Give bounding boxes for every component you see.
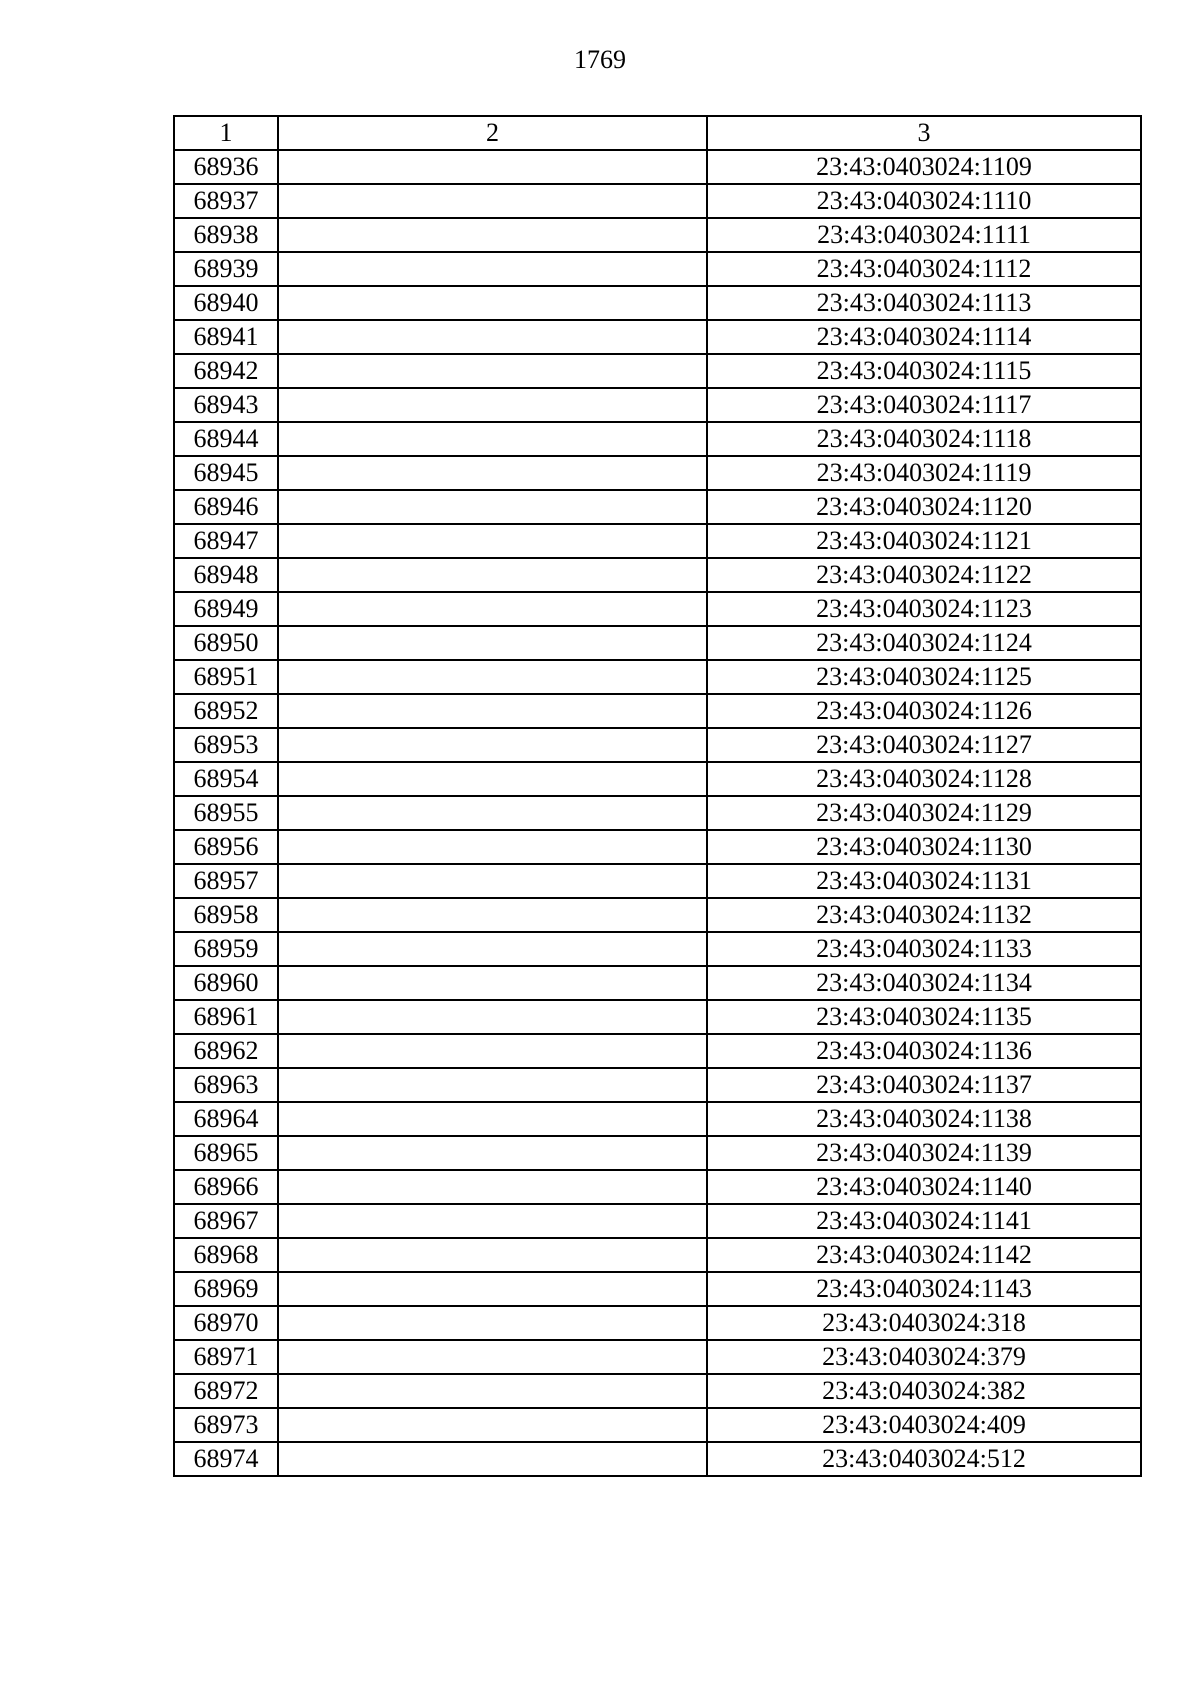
- cadastral-number-cell: 23:43:0403024:1123: [707, 592, 1141, 626]
- row-number-cell: 68967: [174, 1204, 278, 1238]
- row-number-cell: 68943: [174, 388, 278, 422]
- table-row: [174, 354, 1141, 388]
- row-number-cell: 68947: [174, 524, 278, 558]
- cadastral-number-cell: 23:43:0403024:409: [707, 1408, 1141, 1442]
- row-empty-cell: [278, 728, 707, 762]
- row-number-cell: 68948: [174, 558, 278, 592]
- row-empty-cell: [278, 660, 707, 694]
- table-row: [174, 286, 1141, 320]
- row-number-cell: 68973: [174, 1408, 278, 1442]
- row-empty-cell: [278, 830, 707, 864]
- row-number-cell: 68962: [174, 1034, 278, 1068]
- table-row: [174, 1068, 1141, 1102]
- table-row: [174, 1000, 1141, 1034]
- row-number-cell: 68968: [174, 1238, 278, 1272]
- row-number-cell: 68974: [174, 1442, 278, 1476]
- cadastral-number-cell: 23:43:0403024:318: [707, 1306, 1141, 1340]
- row-empty-cell: [278, 932, 707, 966]
- row-number-cell: 68945: [174, 456, 278, 490]
- row-number-cell: 68953: [174, 728, 278, 762]
- table-row: [174, 592, 1141, 626]
- row-number-cell: 68957: [174, 864, 278, 898]
- row-number-cell: 68955: [174, 796, 278, 830]
- row-empty-cell: [278, 252, 707, 286]
- row-number-cell: 68950: [174, 626, 278, 660]
- row-number-cell: 68966: [174, 1170, 278, 1204]
- cadastral-number-cell: 23:43:0403024:1109: [707, 150, 1141, 184]
- row-empty-cell: [278, 796, 707, 830]
- row-empty-cell: [278, 1204, 707, 1238]
- table-row: [174, 1442, 1141, 1476]
- table-row: [174, 456, 1141, 490]
- row-empty-cell: [278, 1068, 707, 1102]
- row-empty-cell: [278, 320, 707, 354]
- row-empty-cell: [278, 354, 707, 388]
- row-empty-cell: [278, 864, 707, 898]
- cadastral-number-cell: 23:43:0403024:1139: [707, 1136, 1141, 1170]
- table-row: [174, 524, 1141, 558]
- row-empty-cell: [278, 1374, 707, 1408]
- cadastral-number-cell: 23:43:0403024:1129: [707, 796, 1141, 830]
- table-header-row: [174, 116, 1141, 150]
- row-empty-cell: [278, 694, 707, 728]
- cadastral-number-cell: 23:43:0403024:1142: [707, 1238, 1141, 1272]
- row-empty-cell: [278, 524, 707, 558]
- row-empty-cell: [278, 388, 707, 422]
- cadastral-number-cell: 23:43:0403024:1136: [707, 1034, 1141, 1068]
- cadastral-number-cell: 23:43:0403024:1132: [707, 898, 1141, 932]
- cadastral-number-cell: 23:43:0403024:1143: [707, 1272, 1141, 1306]
- cadastral-number-cell: 23:43:0403024:1125: [707, 660, 1141, 694]
- table-row: [174, 218, 1141, 252]
- table-row: [174, 1306, 1141, 1340]
- table-row: [174, 1272, 1141, 1306]
- row-empty-cell: [278, 1170, 707, 1204]
- cadastral-number-cell: 23:43:0403024:1137: [707, 1068, 1141, 1102]
- row-number-cell: 68949: [174, 592, 278, 626]
- table-row: [174, 320, 1141, 354]
- cadastral-number-cell: 23:43:0403024:1135: [707, 1000, 1141, 1034]
- cadastral-number-cell: 23:43:0403024:1115: [707, 354, 1141, 388]
- row-number-cell: 68970: [174, 1306, 278, 1340]
- table-row: [174, 558, 1141, 592]
- table-row: [174, 864, 1141, 898]
- row-empty-cell: [278, 218, 707, 252]
- cadastral-number-cell: 23:43:0403024:1119: [707, 456, 1141, 490]
- table-body: [174, 150, 1141, 1476]
- row-number-cell: 68951: [174, 660, 278, 694]
- registry-table: [173, 115, 1142, 1477]
- row-number-cell: 68971: [174, 1340, 278, 1374]
- table-row: [174, 660, 1141, 694]
- row-empty-cell: [278, 1306, 707, 1340]
- row-empty-cell: [278, 1340, 707, 1374]
- row-number-cell: 68944: [174, 422, 278, 456]
- row-number-cell: 68937: [174, 184, 278, 218]
- table-row: [174, 150, 1141, 184]
- cadastral-number-cell: 23:43:0403024:1122: [707, 558, 1141, 592]
- row-empty-cell: [278, 490, 707, 524]
- table-row: [174, 898, 1141, 932]
- cadastral-number-cell: 23:43:0403024:1134: [707, 966, 1141, 1000]
- column-header-2: 2: [278, 116, 707, 150]
- row-empty-cell: [278, 1238, 707, 1272]
- table-row: [174, 1238, 1141, 1272]
- row-empty-cell: [278, 422, 707, 456]
- row-empty-cell: [278, 1408, 707, 1442]
- row-empty-cell: [278, 286, 707, 320]
- cadastral-number-cell: 23:43:0403024:512: [707, 1442, 1141, 1476]
- column-header-3: 3: [707, 116, 1141, 150]
- row-empty-cell: [278, 898, 707, 932]
- row-empty-cell: [278, 762, 707, 796]
- table-row: [174, 388, 1141, 422]
- row-number-cell: 68956: [174, 830, 278, 864]
- table-row: [174, 728, 1141, 762]
- cadastral-number-cell: 23:43:0403024:1131: [707, 864, 1141, 898]
- table-row: [174, 626, 1141, 660]
- column-header-1: 1: [174, 116, 278, 150]
- row-empty-cell: [278, 1272, 707, 1306]
- row-number-cell: 68964: [174, 1102, 278, 1136]
- row-number-cell: 68959: [174, 932, 278, 966]
- row-number-cell: 68963: [174, 1068, 278, 1102]
- row-empty-cell: [278, 1102, 707, 1136]
- cadastral-number-cell: 23:43:0403024:1114: [707, 320, 1141, 354]
- cadastral-number-cell: 23:43:0403024:1111: [707, 218, 1141, 252]
- cadastral-number-cell: 23:43:0403024:1138: [707, 1102, 1141, 1136]
- cadastral-number-cell: 23:43:0403024:1141: [707, 1204, 1141, 1238]
- table-row: [174, 1034, 1141, 1068]
- row-empty-cell: [278, 456, 707, 490]
- row-empty-cell: [278, 558, 707, 592]
- table-row: [174, 1340, 1141, 1374]
- cadastral-number-cell: 23:43:0403024:1110: [707, 184, 1141, 218]
- row-number-cell: 68972: [174, 1374, 278, 1408]
- row-number-cell: 68952: [174, 694, 278, 728]
- row-empty-cell: [278, 1136, 707, 1170]
- cadastral-number-cell: 23:43:0403024:1117: [707, 388, 1141, 422]
- row-number-cell: 68942: [174, 354, 278, 388]
- table-row: [174, 252, 1141, 286]
- row-number-cell: 68938: [174, 218, 278, 252]
- row-number-cell: 68941: [174, 320, 278, 354]
- table-row: [174, 1170, 1141, 1204]
- cadastral-number-cell: 23:43:0403024:382: [707, 1374, 1141, 1408]
- table-row: [174, 184, 1141, 218]
- row-number-cell: 68958: [174, 898, 278, 932]
- cadastral-number-cell: 23:43:0403024:1126: [707, 694, 1141, 728]
- row-number-cell: 68946: [174, 490, 278, 524]
- table-row: [174, 422, 1141, 456]
- row-number-cell: 68954: [174, 762, 278, 796]
- row-empty-cell: [278, 184, 707, 218]
- table-row: [174, 796, 1141, 830]
- row-number-cell: 68965: [174, 1136, 278, 1170]
- table-row: [174, 830, 1141, 864]
- table-row: [174, 762, 1141, 796]
- cadastral-number-cell: 23:43:0403024:1113: [707, 286, 1141, 320]
- table-row: [174, 1102, 1141, 1136]
- cadastral-number-cell: 23:43:0403024:1128: [707, 762, 1141, 796]
- table-row: [174, 1204, 1141, 1238]
- row-empty-cell: [278, 1442, 707, 1476]
- row-empty-cell: [278, 150, 707, 184]
- row-number-cell: 68961: [174, 1000, 278, 1034]
- row-empty-cell: [278, 626, 707, 660]
- table-row: [174, 932, 1141, 966]
- table-row: [174, 1374, 1141, 1408]
- cadastral-number-cell: 23:43:0403024:1120: [707, 490, 1141, 524]
- table-row: [174, 1408, 1141, 1442]
- row-number-cell: 68960: [174, 966, 278, 1000]
- row-number-cell: 68936: [174, 150, 278, 184]
- cadastral-number-cell: 23:43:0403024:1124: [707, 626, 1141, 660]
- row-empty-cell: [278, 1034, 707, 1068]
- row-empty-cell: [278, 592, 707, 626]
- row-number-cell: 68939: [174, 252, 278, 286]
- cadastral-number-cell: 23:43:0403024:1121: [707, 524, 1141, 558]
- page-number: 1769: [574, 45, 626, 74]
- table-row: [174, 490, 1141, 524]
- cadastral-number-cell: 23:43:0403024:379: [707, 1340, 1141, 1374]
- table-row: [174, 1136, 1141, 1170]
- table-row: [174, 966, 1141, 1000]
- cadastral-number-cell: 23:43:0403024:1130: [707, 830, 1141, 864]
- table-row: [174, 694, 1141, 728]
- row-empty-cell: [278, 1000, 707, 1034]
- cadastral-number-cell: 23:43:0403024:1140: [707, 1170, 1141, 1204]
- cadastral-number-cell: 23:43:0403024:1118: [707, 422, 1141, 456]
- cadastral-number-cell: 23:43:0403024:1127: [707, 728, 1141, 762]
- cadastral-number-cell: 23:43:0403024:1112: [707, 252, 1141, 286]
- row-number-cell: 68969: [174, 1272, 278, 1306]
- row-empty-cell: [278, 966, 707, 1000]
- row-number-cell: 68940: [174, 286, 278, 320]
- cadastral-number-cell: 23:43:0403024:1133: [707, 932, 1141, 966]
